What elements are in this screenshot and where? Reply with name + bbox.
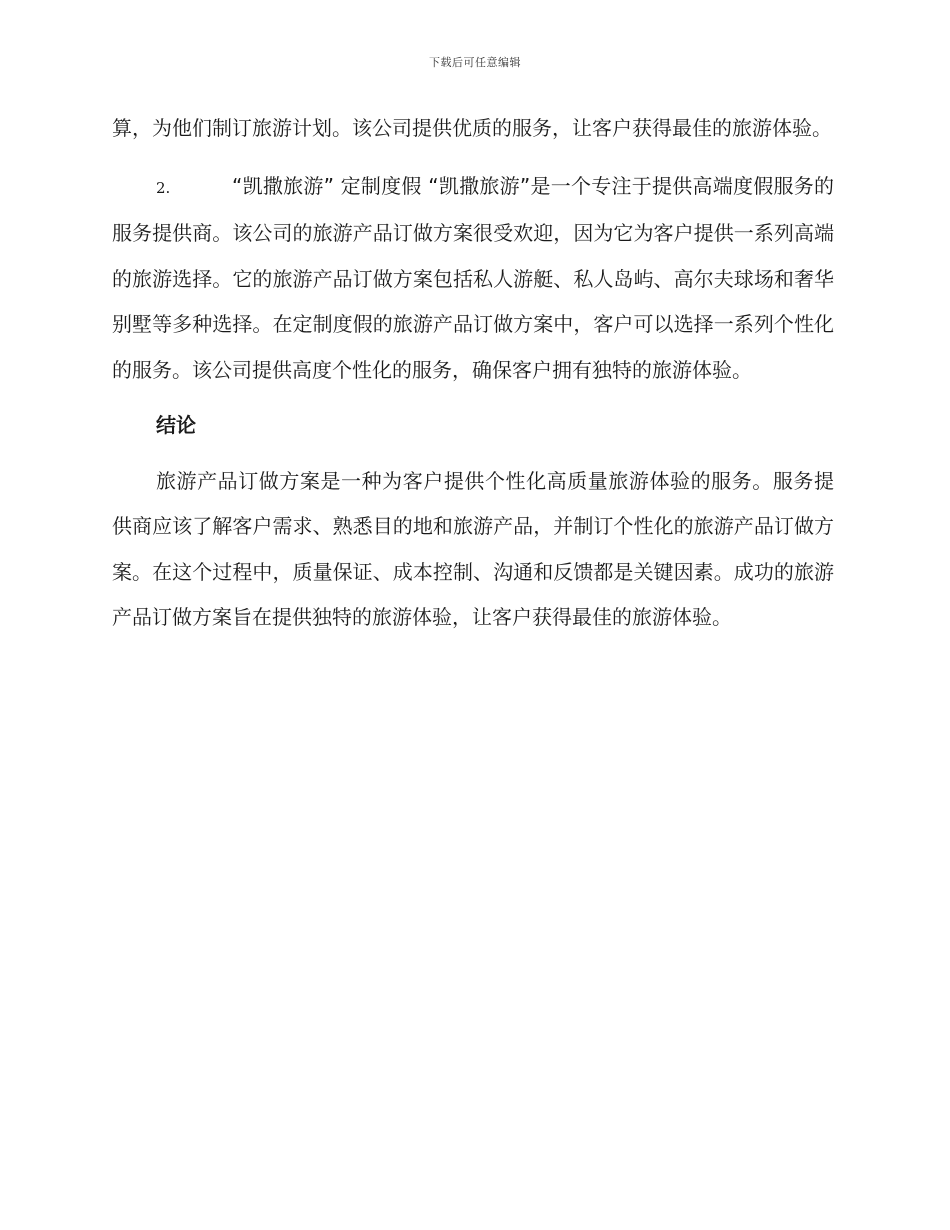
list-item-2: [112, 164, 834, 394]
page-header-note: 下载后可任意编辑: [429, 56, 521, 69]
paragraph-spacer: [112, 152, 834, 164]
list-item-2-text: “凯撒旅游” 定制度假 “凯撒旅游”是一个专注于提供高端度假服务的服务提供商。该公司的旅游产品订做方案很受欢迎，因为它为客户提供一系列高端的旅游选择。它的旅游产品订做方案包括私人游艇、私人岛屿、高尔夫球场和奢华别墅等多种选择。在定制度假的旅游产品订做方案中，客户可以选择一系列个性化的服务。该公司提供高度个性化的服务，确保客户拥有独特的旅游体验。: [112, 173, 834, 382]
section-heading-conclusion: 结论: [156, 413, 196, 437]
list-item-number: 2.: [156, 178, 171, 197]
paragraph-spacer: [112, 449, 834, 459]
document-body: [112, 106, 834, 641]
paragraph-spacer: [112, 393, 834, 403]
conclusion-paragraph: 旅游产品订做方案是一种为客户提供个性化高质量旅游体验的服务。服务提供商应该了解客户需求、熟悉目的地和旅游产品，并制订个性化的旅游产品订做方案。在这个过程中，质量保证、成本控制、沟通和反馈都是关键因素。成功的旅游产品订做方案旨在提供独特的旅游体验，让客户获得最佳的旅游体验。: [112, 468, 834, 629]
paragraph-continued: 算，为他们制订旅游计划。该公司提供优质的服务，让客户获得最佳的旅游体验。: [112, 116, 832, 140]
